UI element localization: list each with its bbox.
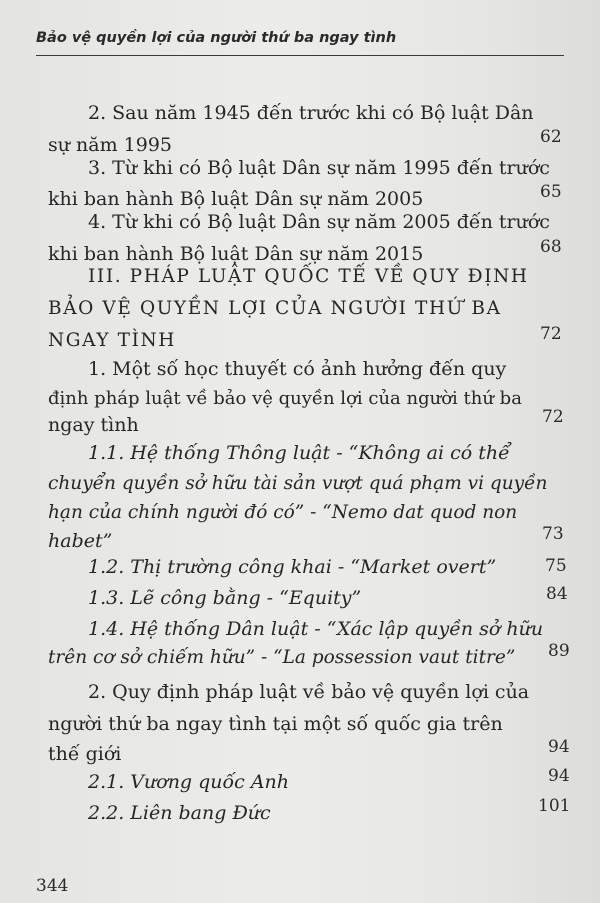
toc-page-number: 94	[548, 737, 570, 757]
toc-entry-line: sự năm 1995	[48, 134, 173, 156]
toc-entry-line: định pháp luật về bảo vệ quyền lợi của người thứ ba	[48, 388, 522, 409]
toc-entry-line: hạn của chính người đó có” - “Nemo dat quod non	[48, 502, 518, 523]
toc-page-number: 62	[540, 127, 562, 147]
toc-section-heading-line: III. PHÁP LUẬT QUỐC TẾ VỀ QUY ĐỊNH	[88, 266, 529, 287]
toc-entry-line: 2.1. Vương quốc Anh	[88, 771, 290, 793]
toc-page-number: 68	[540, 237, 562, 257]
toc-page-number: 75	[545, 556, 567, 576]
toc-page-number: 72	[542, 407, 564, 427]
toc-page-number: 101	[538, 796, 571, 816]
toc-entry-line: khi ban hành Bộ luật Dân sự năm 2015	[48, 243, 424, 265]
toc-page-number: 89	[548, 641, 570, 661]
toc-entry-line: 1.1. Hệ thống Thông luật - “Không ai có thể	[88, 442, 510, 464]
toc-entry-line: 1. Một số học thuyết có ảnh hưởng đến quy	[88, 358, 507, 380]
toc-section-heading-line: NGAY TÌNH	[48, 330, 177, 351]
toc-entry-line: 1.2. Thị trường công khai - “Market overt”	[88, 556, 497, 578]
toc-entry-line: người thứ ba ngay tình tại một số quốc gia trên	[48, 713, 503, 735]
toc-entry-line: 1.3. Lẽ công bằng - “Equity”	[88, 587, 362, 609]
toc-entry-line: 2.2. Liên bang Đức	[88, 802, 271, 824]
toc-entry-line: 2. Quy định pháp luật về bảo vệ quyền lợi của	[88, 681, 530, 703]
toc-entry-line: thế giới	[48, 743, 122, 765]
toc-entry-line: 1.4. Hệ thống Dân luật - “Xác lập quyền sở hữu	[88, 618, 544, 640]
toc-entry-line: 2. Sau năm 1945 đến trước khi có Bộ luật Dân	[88, 102, 534, 124]
toc-page-number: 65	[540, 182, 562, 202]
toc-entry-line: habet”	[48, 530, 113, 552]
toc-page-number: 73	[542, 524, 564, 544]
toc-entry-line: chuyển quyền sở hữu tài sản vượt quá phạm vi quyền	[48, 473, 548, 494]
toc-page-number: 72	[540, 324, 562, 344]
toc-entry-line: ngay tình	[48, 414, 139, 436]
page-folio-number: 344	[36, 876, 69, 896]
toc-page-number: 84	[546, 584, 568, 604]
running-header: Bảo vệ quyền lợi của người thứ ba ngay tình	[36, 30, 397, 46]
toc-entry-line: 3. Từ khi có Bộ luật Dân sự năm 1995 đến trước	[88, 157, 550, 179]
toc-section-heading-line: BẢO VỆ QUYỀN LỢI CỦA NGƯỜI THỨ BA	[48, 298, 502, 319]
toc-page-number: 94	[548, 766, 570, 786]
toc-entry-line: trên cơ sở chiếm hữu” - “La possession vaut titre”	[48, 647, 516, 668]
toc-entry-line: khi ban hành Bộ luật Dân sự năm 2005	[48, 188, 424, 210]
toc-entry-line: 4. Từ khi có Bộ luật Dân sự năm 2005 đến trước	[88, 211, 550, 233]
